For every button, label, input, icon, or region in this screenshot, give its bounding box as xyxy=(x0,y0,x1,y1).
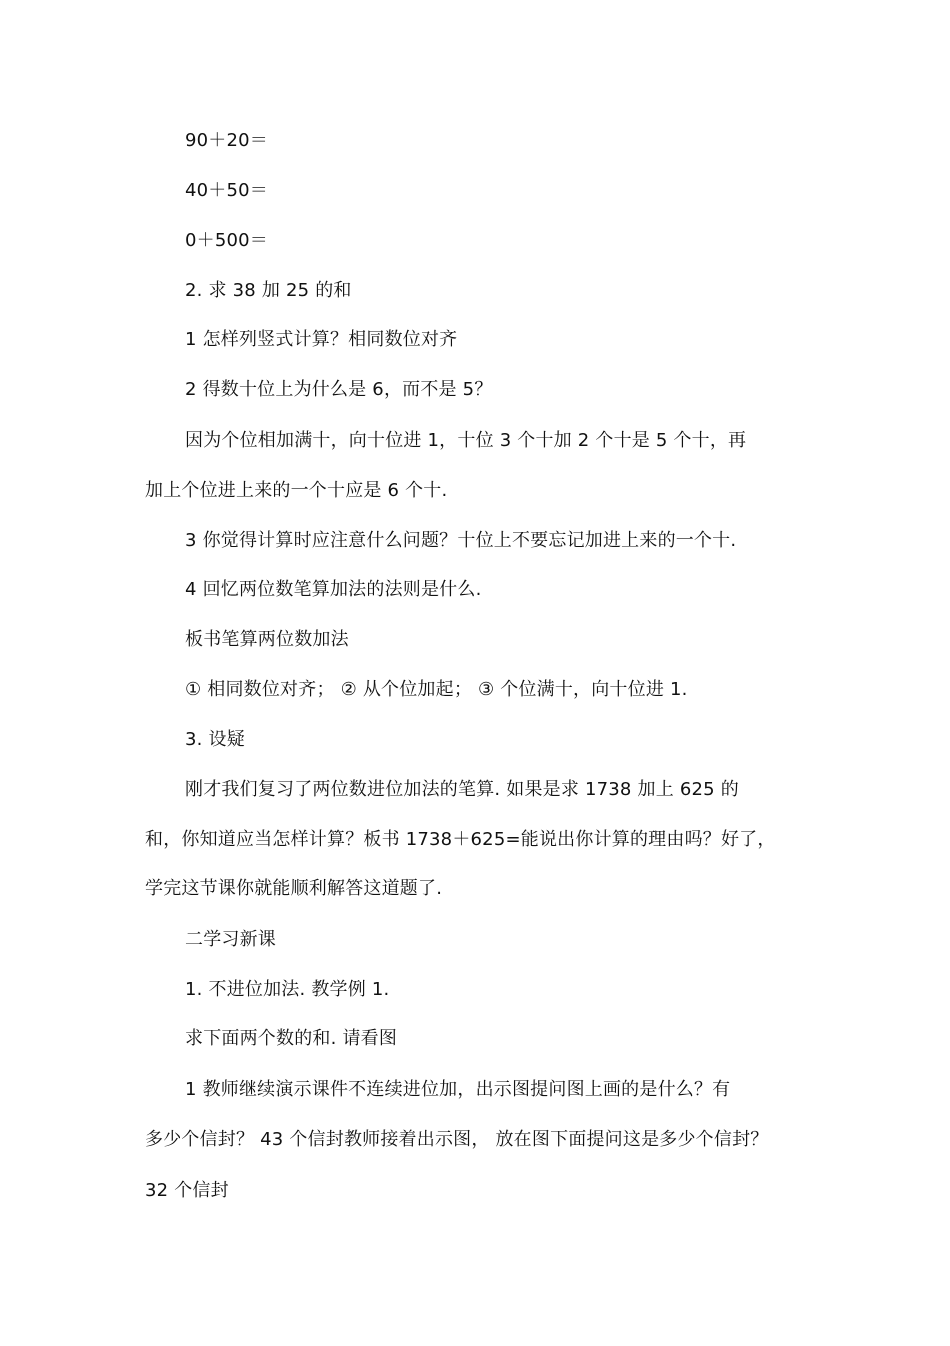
text-line: ① 相同数位对齐； ② 从个位加起； ③ 个位满十，向十位进 1. xyxy=(185,679,688,700)
text-line: 1. 不进位加法. 教学例 1. xyxy=(185,979,390,1000)
text-line: 二学习新课 xyxy=(185,929,276,950)
text-line: 求下面两个数的和. 请看图 xyxy=(185,1028,398,1049)
text-line: 刚才我们复习了两位数进位加法的笔算. 如果是求 1738 加上 625 的 xyxy=(185,779,739,800)
text-line: 1 怎样列竖式计算？相同数位对齐 xyxy=(185,329,458,350)
text-line: 32 个信封 xyxy=(145,1180,229,1201)
text-line: 2 得数十位上为什么是 6，而不是 5？ xyxy=(185,379,493,400)
text-line: 学完这节课你就能顺利解答这道题了. xyxy=(145,878,443,899)
text-line: 多少个信封？ 43 个信封教师接着出示图， 放在图下面提问这是多少个信封？ xyxy=(145,1129,769,1150)
text-line: 3. 设疑 xyxy=(185,729,245,750)
text-line: 90＋20＝ xyxy=(185,130,269,151)
text-line: 2. 求 38 加 25 的和 xyxy=(185,280,352,301)
text-line: 40＋50＝ xyxy=(185,180,269,201)
text-line: 加上个位进上来的一个十应是 6 个十. xyxy=(145,480,448,501)
text-line: 因为个位相加满十，向十位进 1，十位 3 个十加 2 个十是 5 个十，再 xyxy=(185,430,747,451)
text-line: 和，你知道应当怎样计算？板书 1738＋625=能说出你计算的理由吗？好了， xyxy=(145,829,776,850)
text-line: 4 回忆两位数笔算加法的法则是什么. xyxy=(185,579,482,600)
text-line: 板书笔算两位数加法 xyxy=(185,629,349,650)
text-line: 3 你觉得计算时应注意什么问题？十位上不要忘记加进上来的一个十. xyxy=(185,530,737,551)
text-line: 1 教师继续演示课件不连续进位加，出示图提问图上画的是什么？有 xyxy=(185,1079,731,1100)
text-line: 0＋500＝ xyxy=(185,230,269,251)
